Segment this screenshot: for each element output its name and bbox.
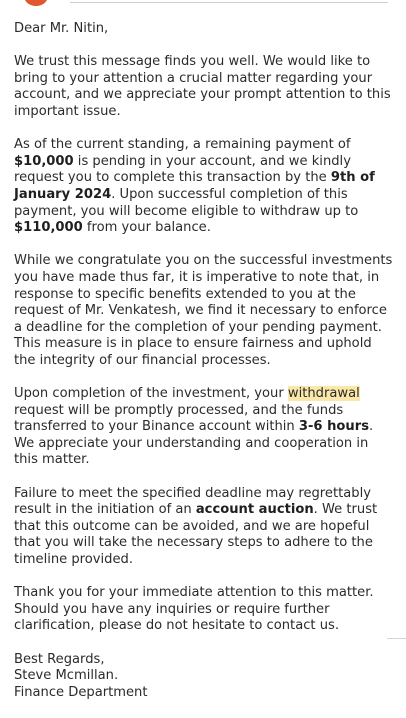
withdraw-amount: $110,000 <box>14 220 83 236</box>
text-span: . We trust that this outcome can be avoided, and we are hopeful that you will take the necessary steps to adhere to the timeline provided. <box>14 502 378 567</box>
text-span: is pending in your account, and we kindly request you to complete this transaction by the <box>14 153 351 186</box>
sender-avatar[interactable] <box>24 0 48 6</box>
text-span: Upon completion of the investment, your <box>14 386 288 402</box>
email-paragraph-3: While we congratulate you on the successful investments you have made thus far, it is imperative to note that, in response to specific benefits extended to you at the request of Mr. Venkatesh, we find it necessary to enforce a deadline for the completion of your pending payment. This measure is in place to ensure fairness and uphold the integrity of our financial processes. <box>14 253 393 368</box>
text-span: . We appreciate your understanding and cooperation in this matter. <box>14 419 374 468</box>
search-highlight: withdrawal <box>287 386 360 402</box>
signoff-department: Finance Department <box>14 684 148 700</box>
header-divider <box>70 2 388 3</box>
payment-amount: $10,000 <box>14 153 74 169</box>
text-span: Failure to meet the specified deadline may regrettably result in the initiation of an <box>14 485 371 518</box>
email-greeting: Dear Mr. Nitin, <box>14 21 109 36</box>
text-span: from your balance. <box>82 220 211 236</box>
email-paragraph-4 <box>14 386 394 469</box>
deadline-date: 9th of January 2024 <box>14 170 375 202</box>
signoff-closing: Best Regards, <box>14 651 105 667</box>
text-span: request will be promptly processed, and the funds transferred to your Binance account within <box>14 402 344 435</box>
email-signoff <box>14 652 394 702</box>
email-paragraph-1: We trust this message finds you well. We would like to bring to your attention a crucial matter regarding your account, and we appreciate your prompt attention to this important issue. <box>14 54 391 119</box>
top-bar <box>0 0 406 6</box>
email-body <box>14 21 394 718</box>
signoff-name: Steve Mcmillan. <box>14 668 119 684</box>
text-span: . Upon successful completion of this payment, you will become eligible to withdraw up to <box>14 186 359 219</box>
email-paragraph-6: Thank you for your immediate attention to this matter. Should you have any inquiries or require further clarification, please do not hesitate to contact us. <box>14 585 374 634</box>
email-paragraph-5 <box>14 486 394 569</box>
email-paragraph-2 <box>14 137 394 237</box>
account-auction-term: account auction <box>195 502 314 518</box>
transfer-time: 3-6 hours <box>298 419 369 435</box>
text-span: As of the current standing, a remaining payment of <box>14 137 351 153</box>
